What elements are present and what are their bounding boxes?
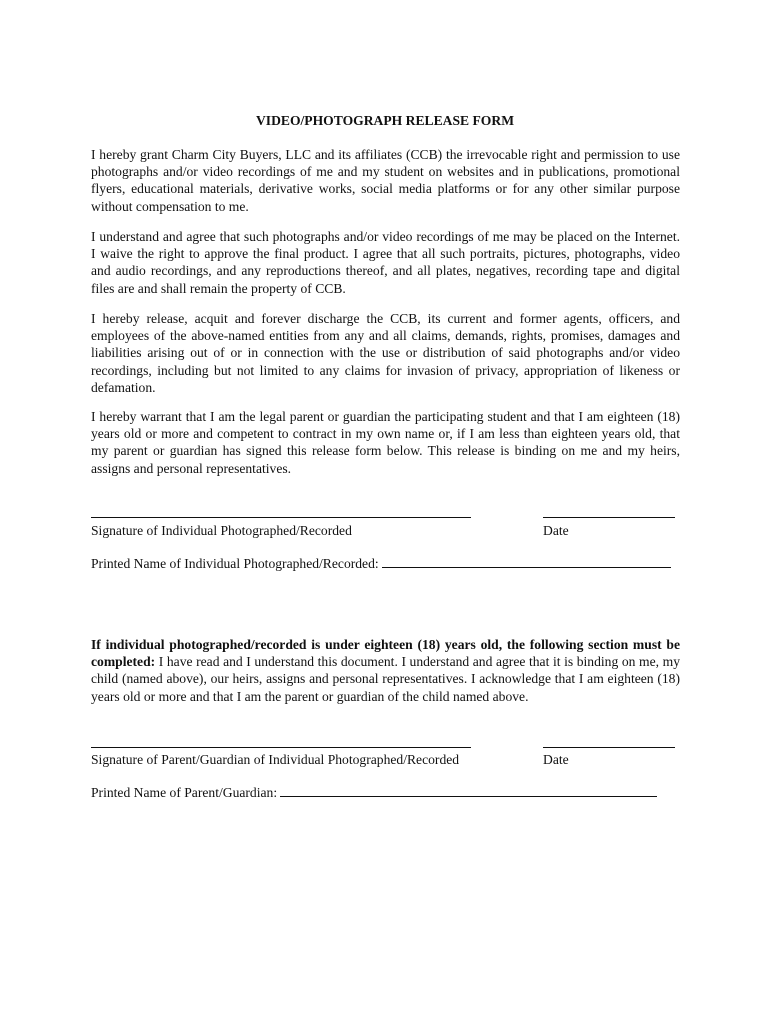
minor-section-body: I have read and I understand this document. I understand and agree that it is binding on me, my child (named above), our heirs, assigns and personal representatives. I acknowledge that I am eighteen (18) years old or more and that I am the parent or guardian of the child named above. <box>91 654 680 704</box>
guardian-printed-name-row <box>91 784 657 801</box>
individual-signature-label: Signature of Individual Photographed/Recorded <box>91 523 352 538</box>
individual-printed-name-field[interactable] <box>382 555 671 568</box>
grant-paragraph: I hereby grant Charm City Buyers, LLC and its affiliates (CCB) the irrevocable right and permission to use photographs and/or video recordings of me and my student on websites and in publications, promotional flyers, educational materials, derivative works, social media platforms or for any other similar purpose without compensation to me. <box>91 147 680 214</box>
agreement-paragraph: I understand and agree that such photographs and/or video recordings of me may be placed on the Internet. I waive the right to approve the final product. I agree that all such portraits, pictures, photographs, video and audio recordings, and any reproductions thereof, and all plates, negatives, recording tape and digital files are and shall remain the property of CCB. <box>91 229 680 296</box>
release-paragraph: I hereby release, acquit and forever discharge the CCB, its current and former agents, officers, and employees of the above-named entities from any and all claims, demands, rights, promises, damages and liabilities arising out of or in connection with the use or distribution of said photographs and/or video recordings, including but not limited to any claims for invasion of privacy, appropriation of likeness or defamation. <box>91 311 680 395</box>
form-title: VIDEO/PHOTOGRAPH RELEASE FORM <box>255 113 515 128</box>
individual-signature-line[interactable] <box>91 517 471 518</box>
individual-date-line[interactable] <box>543 517 675 518</box>
minor-section-lead: If individual photographed/recorded is under eighteen (18) years old, the following section must be completed: <box>91 637 680 670</box>
guardian-printed-name-field[interactable] <box>280 784 657 797</box>
guardian-printed-name-label: Printed Name of Parent/Guardian: <box>91 785 278 800</box>
guardian-date-line[interactable] <box>543 747 675 748</box>
guardian-date-label: Date <box>543 752 569 767</box>
individual-date-label: Date <box>543 523 569 538</box>
individual-printed-name-label: Printed Name of Individual Photographed/Recorded: <box>91 556 379 571</box>
guardian-signature-line[interactable] <box>91 747 471 748</box>
guardian-signature-label: Signature of Parent/Guardian of Individual Photographed/Recorded <box>91 752 460 767</box>
individual-printed-name-row <box>91 555 671 572</box>
warranty-paragraph: I hereby warrant that I am the legal parent or guardian the participating student and that I am eighteen (18) years old or more and competent to contract in my own name or, if I am less than eighteen years old, that my parent or guardian has signed this release form below. This release is binding on me and my heirs, assigns and personal representatives. <box>91 409 680 476</box>
minor-section-paragraph <box>91 636 680 705</box>
